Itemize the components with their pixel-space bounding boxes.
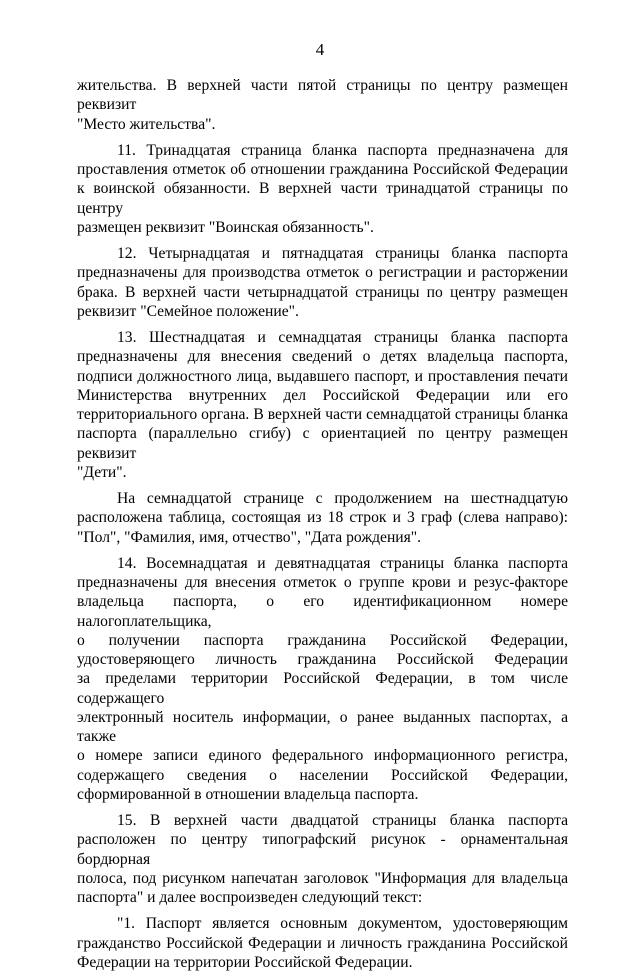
text-line: проставления отметок об отношении гражданина Российской Федерации [77, 161, 568, 178]
paragraph-p15q [77, 914, 568, 972]
text-line: владельца паспорта, о его идентификационном номере налогоплательщика, [77, 593, 568, 630]
document-body [77, 76, 568, 972]
text-line: брака. В верхней части четырнадцатой страницы по центру размещен [77, 283, 568, 301]
paragraph-gap [77, 321, 568, 328]
paragraph-gap [77, 804, 568, 811]
text-line: предназначены для внесения отметок о группе крови и резус-факторе [77, 574, 568, 591]
paragraph-p15 [77, 811, 568, 907]
text-line: о номере записи единого федерального информационного регистра, [77, 747, 568, 765]
text-line: сформированной в отношении владельца паспорта. [77, 785, 419, 803]
paragraph-p12 [77, 244, 568, 321]
text-line: Федерации на территории Российской Федерации. [77, 953, 413, 971]
text-line: предназначены для производства отметок о регистрации и расторжении [77, 264, 568, 282]
text-line: к воинской обязанности. В верхней части тринадцатой страницы по центру [77, 180, 568, 217]
paragraph-p11 [77, 141, 568, 237]
text-line: территориального органа. В верхней части семнадцатой страницы бланка [77, 406, 568, 423]
text-line: содержащего сведения о населении Российской Федерации, [77, 766, 568, 784]
text-line: реквизит "Семейное положение". [77, 302, 299, 320]
paragraph-p0 [77, 76, 568, 134]
text-line: 13. Шестнадцатая и семнадцатая страницы бланка паспорта [117, 329, 568, 346]
text-line: за пределами территории Российской Федерации, в том числе содержащего [77, 670, 568, 707]
text-line: предназначены для внесения сведений о детях владельца паспорта, [77, 348, 568, 366]
text-line: 15. В верхней части двадцатой страницы бланка паспорта [117, 812, 568, 829]
text-line: электронный носитель информации, о ранее выданных паспортах, а также [77, 708, 568, 745]
text-line: удостоверяющего личность гражданина Российской Федерации [77, 651, 568, 668]
text-line: паспорта" и далее воспроизведен следующий текст: [77, 889, 423, 906]
text-line: Министерства внутренних дел Российской Федерации или его [77, 386, 568, 404]
text-line: расположена таблица, состоящая из 18 строк и 3 граф (слева направо): [77, 509, 568, 527]
text-line: подписи должностного лица, выдавшего паспорт, и проставления печати [77, 367, 568, 385]
text-line: паспорта (параллельно сгибу) с ориентацией по центру размещен реквизит [77, 425, 568, 462]
text-line: На семнадцатой странице с продолжением на шестнадцатую [117, 490, 568, 507]
paragraph-gap [77, 482, 568, 489]
text-line: расположен по центру типографский рисунок - орнаментальная бордюрная [77, 831, 568, 868]
text-line: "Пол", "Фамилия, имя, отчество", "Дата рождения". [77, 528, 422, 546]
paragraph-gap [77, 237, 568, 244]
paragraph-gap [77, 134, 568, 141]
text-line: размещен реквизит "Воинская обязанность". [77, 218, 374, 236]
paragraph-gap [77, 907, 568, 914]
text-line: полоса, под рисунком напечатан заголовок "Информация для владельца [77, 869, 568, 887]
paragraph-p13 [77, 328, 568, 482]
text-line: "Дети". [77, 463, 127, 481]
text-line: жительства. В верхней части пятой страницы по центру размещен реквизит [77, 77, 568, 114]
text-line: о получении паспорта гражданина Российской Федерации, [77, 631, 568, 649]
paragraph-p14 [77, 554, 568, 804]
text-line: гражданство Российской Федерации и личность гражданина Российской [77, 934, 568, 952]
text-line: 12. Четырнадцатая и пятнадцатая страницы бланка паспорта [117, 245, 568, 262]
paragraph-p13b [77, 489, 568, 547]
text-line: 11. Тринадцатая страница бланка паспорта предназначена для [117, 141, 568, 159]
text-line: 14. Восемнадцатая и девятнадцатая страницы бланка паспорта [117, 554, 568, 572]
page-number: 4 [315, 40, 325, 59]
text-line: "Место жительства". [77, 115, 216, 133]
paragraph-gap [77, 547, 568, 554]
text-line: "1. Паспорт является основным документом, удостоверяющим [117, 915, 568, 933]
